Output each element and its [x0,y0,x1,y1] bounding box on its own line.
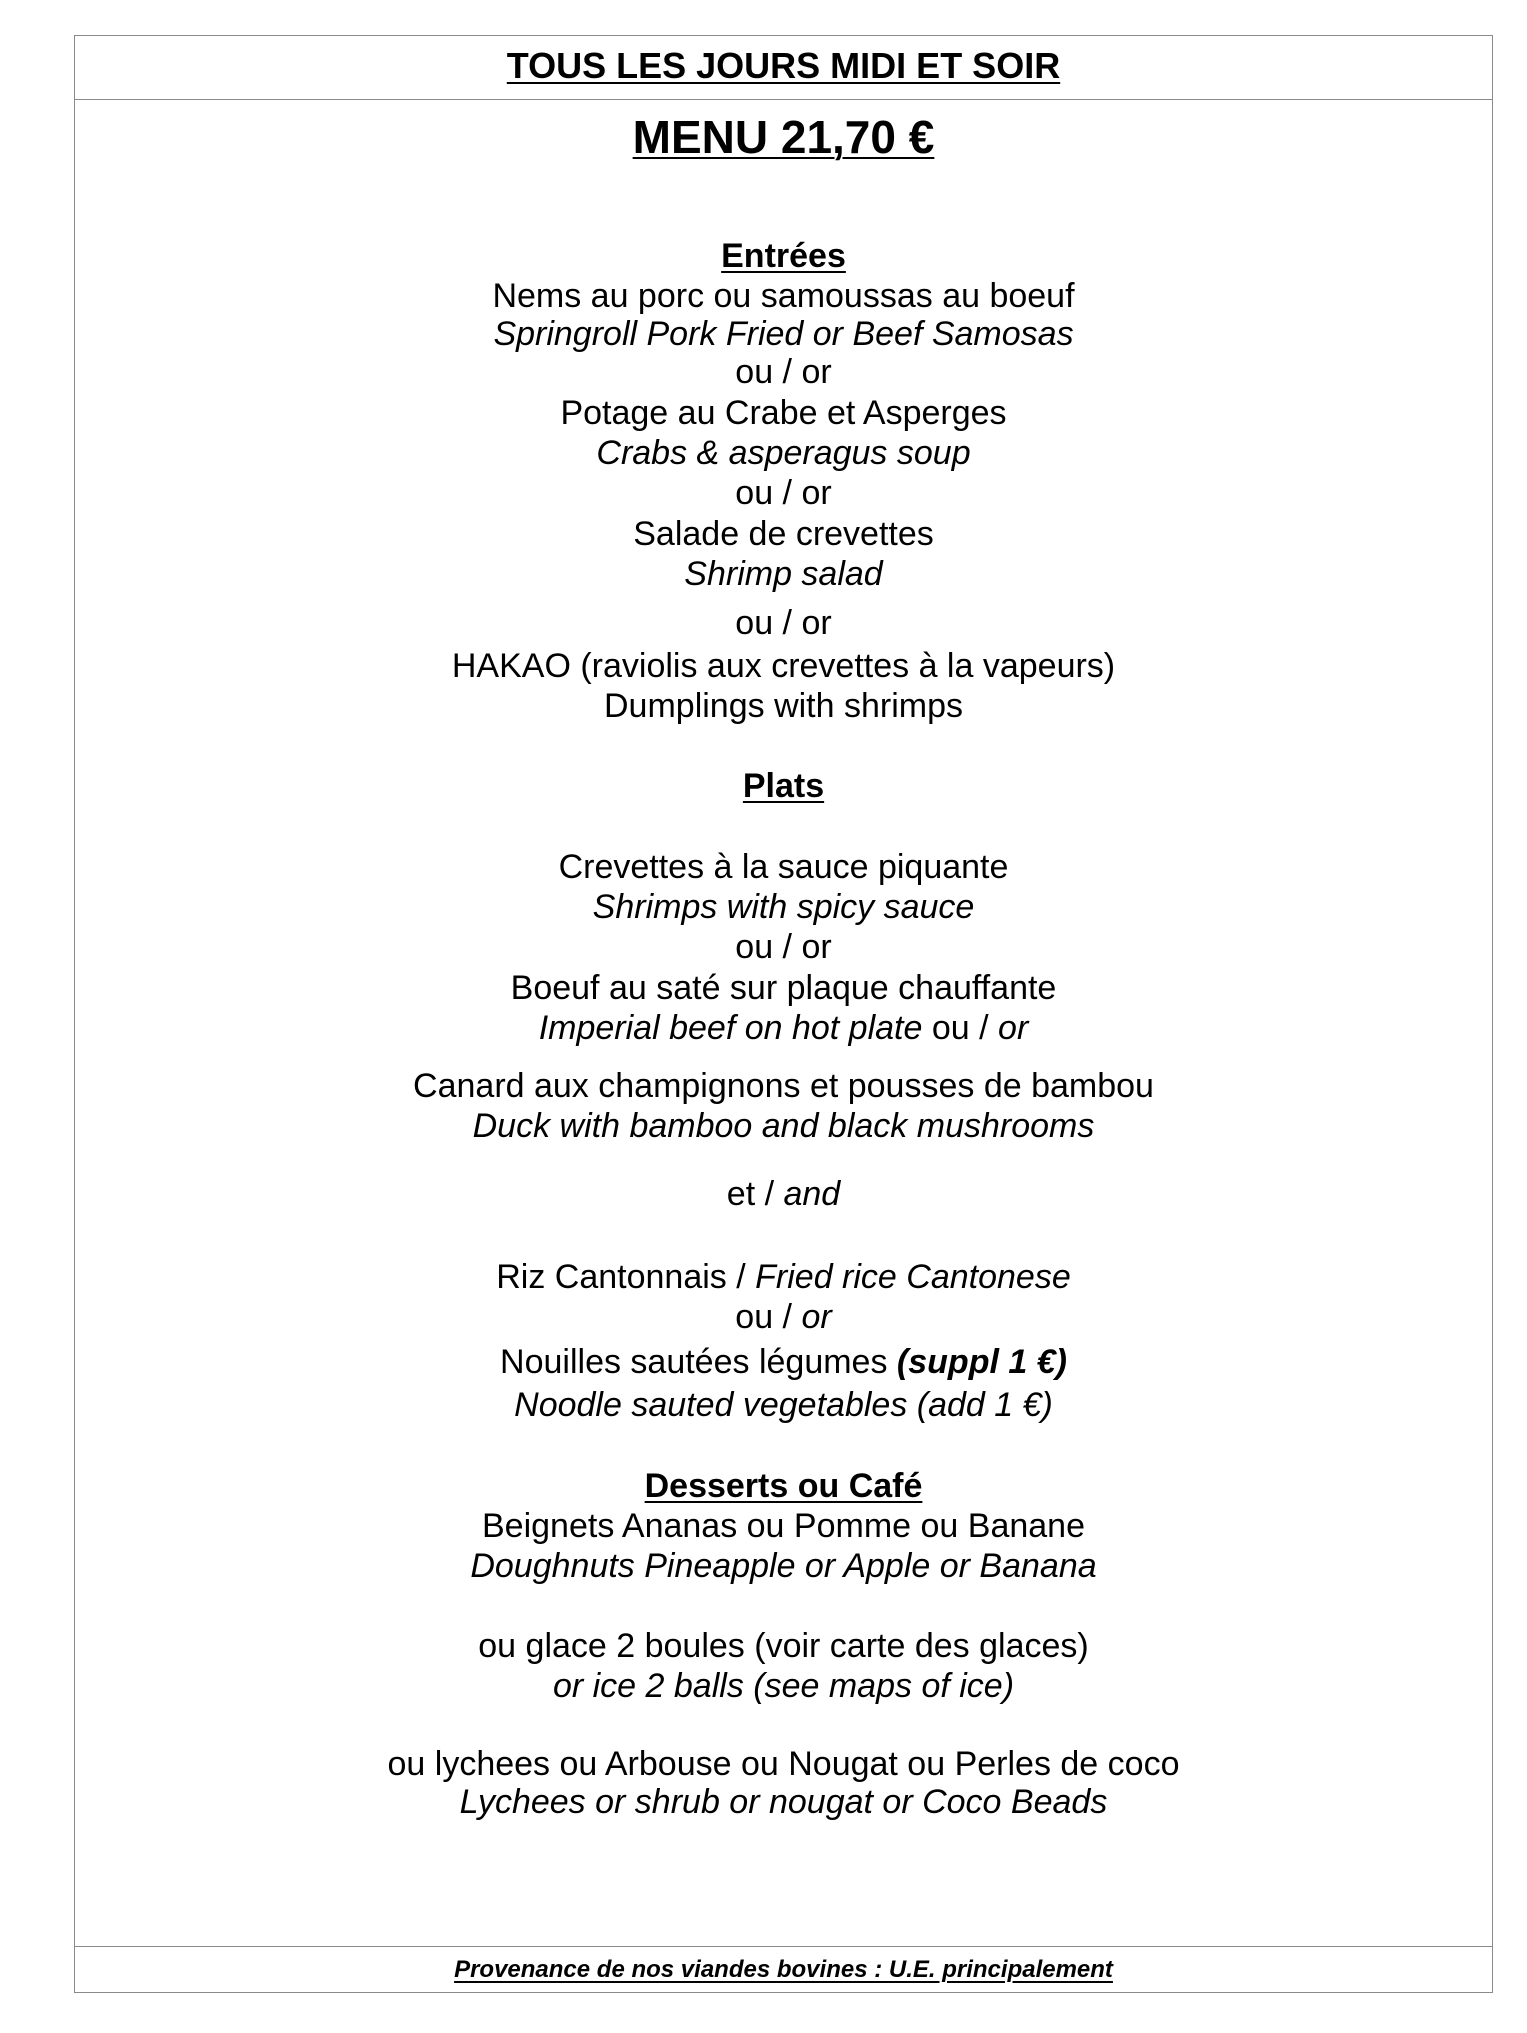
plat-1-en: Shrimps with spicy sauce [592,888,975,926]
footer-divider [74,1946,1493,1947]
plat-2: Boeuf au saté sur plaque chauffante [510,969,1057,1007]
noodles-option-en: Noodle sauted vegetables (add 1 €) [514,1386,1053,1424]
or-separator: ou / or [735,353,832,391]
plat-3-en: Duck with bamboo and black mushrooms [472,1107,1095,1145]
footer-note: Provenance de nos viandes bovines : U.E. principalement [454,1956,1113,1983]
dessert-3-en: Lychees or shrub or nougat or Coco Beads [459,1783,1108,1821]
plat-3: Canard aux champignons et pousses de bambou [413,1067,1154,1105]
dessert-2-en: or ice 2 balls (see maps of ice) [552,1667,1015,1705]
dessert-1-en: Doughnuts Pineapple or Apple or Banana [470,1547,1097,1585]
entree-1-en: Springroll Pork Fried or Beef Samosas [493,315,1074,353]
dessert-3: ou lychees ou Arbouse ou Nougat ou Perles de coco [387,1745,1180,1783]
entree-2: Potage au Crabe et Asperges [560,394,1007,432]
plat-2-en: Imperial beef on hot plate ou / or [538,1009,1029,1047]
header-divider [74,99,1493,100]
plat-1: Crevettes à la sauce piquante [558,848,1009,886]
menu-title: MENU 21,70 € [632,111,935,163]
entree-3: Salade de crevettes [633,515,934,553]
entree-1: Nems au porc ou samoussas au boeuf [492,277,1075,315]
section-heading-plats: Plats [742,767,825,805]
entree-4: HAKAO (raviolis aux crevettes à la vapeurs) [451,647,1116,685]
entree-3-en: Shrimp salad [684,555,883,593]
or-separator: ou / or [735,474,832,512]
and-separator: et / and [726,1175,841,1213]
or-separator: ou / or [735,928,832,966]
entree-4-en: Dumplings with shrimps [604,687,963,725]
section-heading-entrees: Entrées [721,237,846,275]
dessert-1: Beignets Ananas ou Pomme ou Banane [482,1507,1085,1545]
or-separator: ou / or [735,604,832,642]
dessert-2: ou glace 2 boules (voir carte des glaces) [478,1627,1089,1665]
rice-option: Riz Cantonnais / Fried rice Cantonese [496,1258,1071,1296]
or-separator: ou / or [735,1298,832,1336]
page-header: TOUS LES JOURS MIDI ET SOIR [506,45,1061,86]
entree-2-en: Crabs & asperagus soup [596,434,971,472]
section-heading-desserts: Desserts ou Café [644,1467,923,1505]
noodles-option: Nouilles sautées légumes (suppl 1 €) [500,1343,1067,1381]
